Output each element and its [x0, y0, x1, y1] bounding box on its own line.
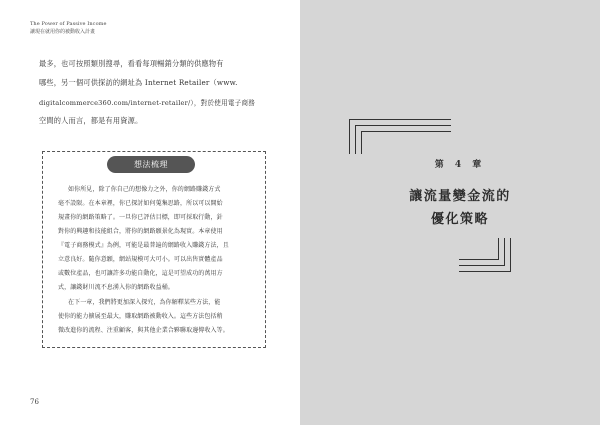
- summary-line: 對你的興趣和技能組合，將你的網路願景化為現實。本章使用: [58, 228, 223, 235]
- running-header-en: The Power of Passive Income: [30, 21, 107, 27]
- summary-line: 『電子商務模式』為例，可能是最普遍的網路收入賺錢方法，且: [58, 242, 229, 249]
- frame-top-left-inner: [361, 131, 451, 154]
- chapter-title-line-1: 讓流量變金流的: [409, 189, 511, 204]
- body-text-line: 空間的人而言，都是有用資源。: [39, 116, 143, 125]
- page-number: 76: [30, 398, 39, 406]
- summary-box-title: 想法梳理: [107, 156, 195, 173]
- summary-line: 如你所見，除了你自己的想像力之外，你的網路賺錢方式: [68, 186, 221, 193]
- body-text-line: 最多，也可按照類別搜尋，看看每項暢銷分類的供應物有: [39, 59, 224, 68]
- running-header-zh: 讓現在就用你的被動收入計畫: [30, 29, 96, 35]
- summary-line: 規畫你的網路策略了。一旦你已評估目標，即可採取行動，針: [58, 214, 223, 221]
- summary-line: 在下一章，我們將更加深入探究，為你解釋某些方法，能: [68, 299, 221, 306]
- summary-line: 微改進你的流程、注重顧客，與其他企業合夥聯取邊傳收入等。: [58, 327, 229, 334]
- summary-line: 毫不設限。在本章裡，你已探討如何蒐集思路，所以可以開始: [58, 200, 223, 207]
- body-text-line: 哪些，另一個可供探訪的網址為 Internet Retailer（www.: [39, 78, 238, 87]
- summary-line: 使你的能力擴展至最大，賺取網路被動收入。這些方法包括稍: [58, 313, 223, 320]
- summary-line: 立意良好。隨你意願，網站規模可大可小。可以出售實體產品: [58, 256, 223, 263]
- summary-line: 或數位產品，也可讓許多功能自動化，這是可望成功的萬用方: [58, 270, 223, 277]
- chapter-label: 第 4 章: [434, 160, 486, 170]
- summary-line: 式，讓錢財川流不息湧入你的網路收益桶。: [58, 284, 174, 291]
- frame-bottom-right-inner: [459, 238, 499, 260]
- chapter-title-line-2: 優化策略: [430, 212, 489, 227]
- body-text-line: digitalcommerce360.com/internet-retailer/），對於使用電子商務: [39, 99, 256, 107]
